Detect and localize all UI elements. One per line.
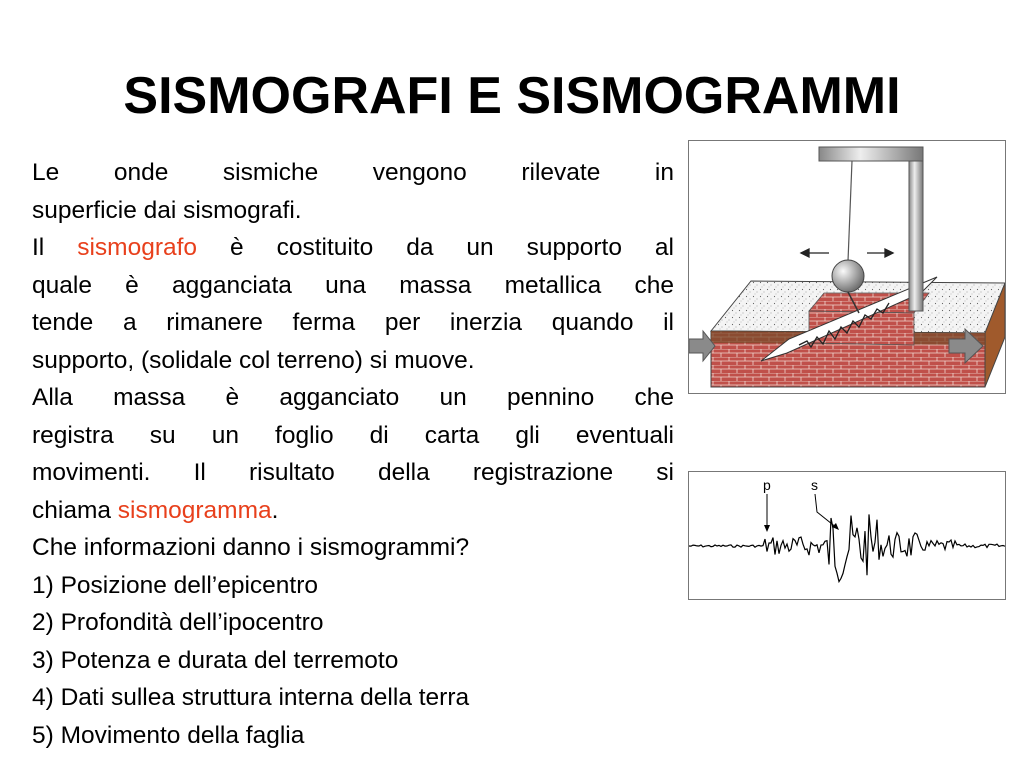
seismogram-illustration — [688, 471, 1006, 600]
para3-line4-prefix: chiama — [32, 496, 118, 524]
support-arm — [819, 147, 923, 161]
label-p: p — [763, 477, 771, 493]
highlight-sismografo: sismografo — [77, 234, 198, 261]
para2-line4: supporto, (solidale col terreno) si muove. — [32, 346, 475, 374]
para3-line4 — [32, 492, 674, 530]
metal-mass — [832, 260, 864, 292]
seismograph-illustration — [688, 140, 1006, 394]
slide-title: SISMOGRAFI E SISMOGRAMMI — [123, 67, 901, 125]
pendulum-wire — [848, 161, 852, 261]
list-item-4: 4) Dati sullea struttura interna della terra — [32, 684, 470, 711]
highlight-sismogramma: sismogramma — [117, 496, 272, 524]
para2-line1-prefix: Il — [32, 234, 78, 261]
seismogram-trace — [689, 514, 1005, 581]
para3-line3: movimenti. Il risultato della registrazione si — [32, 459, 674, 486]
para2-line1-suffix: è costituito da un supporto al — [197, 234, 674, 261]
seismograph-drawing — [689, 141, 1005, 393]
label-s: s — [811, 477, 818, 493]
list-item-2: 2) Profondità dell’ipocentro — [32, 609, 324, 636]
seismogram-drawing — [689, 472, 1005, 599]
para1-line2: superficie dai sismografi. — [32, 196, 302, 224]
support-pole — [909, 151, 923, 311]
motion-arrows-icon — [801, 249, 893, 257]
slide-body — [32, 154, 674, 754]
para3-line1: Alla massa è agganciato un pennino che — [32, 384, 674, 411]
para2-line1 — [32, 229, 674, 267]
question: Che informazioni danno i sismogrammi? — [32, 534, 470, 561]
para3-line2: registra su un foglio di carta gli eventuali — [32, 421, 674, 449]
para3-line4-suffix: . — [271, 496, 279, 524]
para2-line3: tende a rimanere ferma per inerzia quando il — [32, 309, 674, 336]
para2-line2: quale è agganciata una massa metallica che — [32, 271, 674, 299]
para1-line1: Le onde sismiche vengono rilevate in — [32, 159, 674, 186]
list-item-1: 1) Posizione dell’epicentro — [32, 571, 318, 599]
list-item-5: 5) Movimento della faglia — [32, 721, 305, 749]
list-item-3: 3) Potenza e durata del terremoto — [32, 646, 399, 674]
